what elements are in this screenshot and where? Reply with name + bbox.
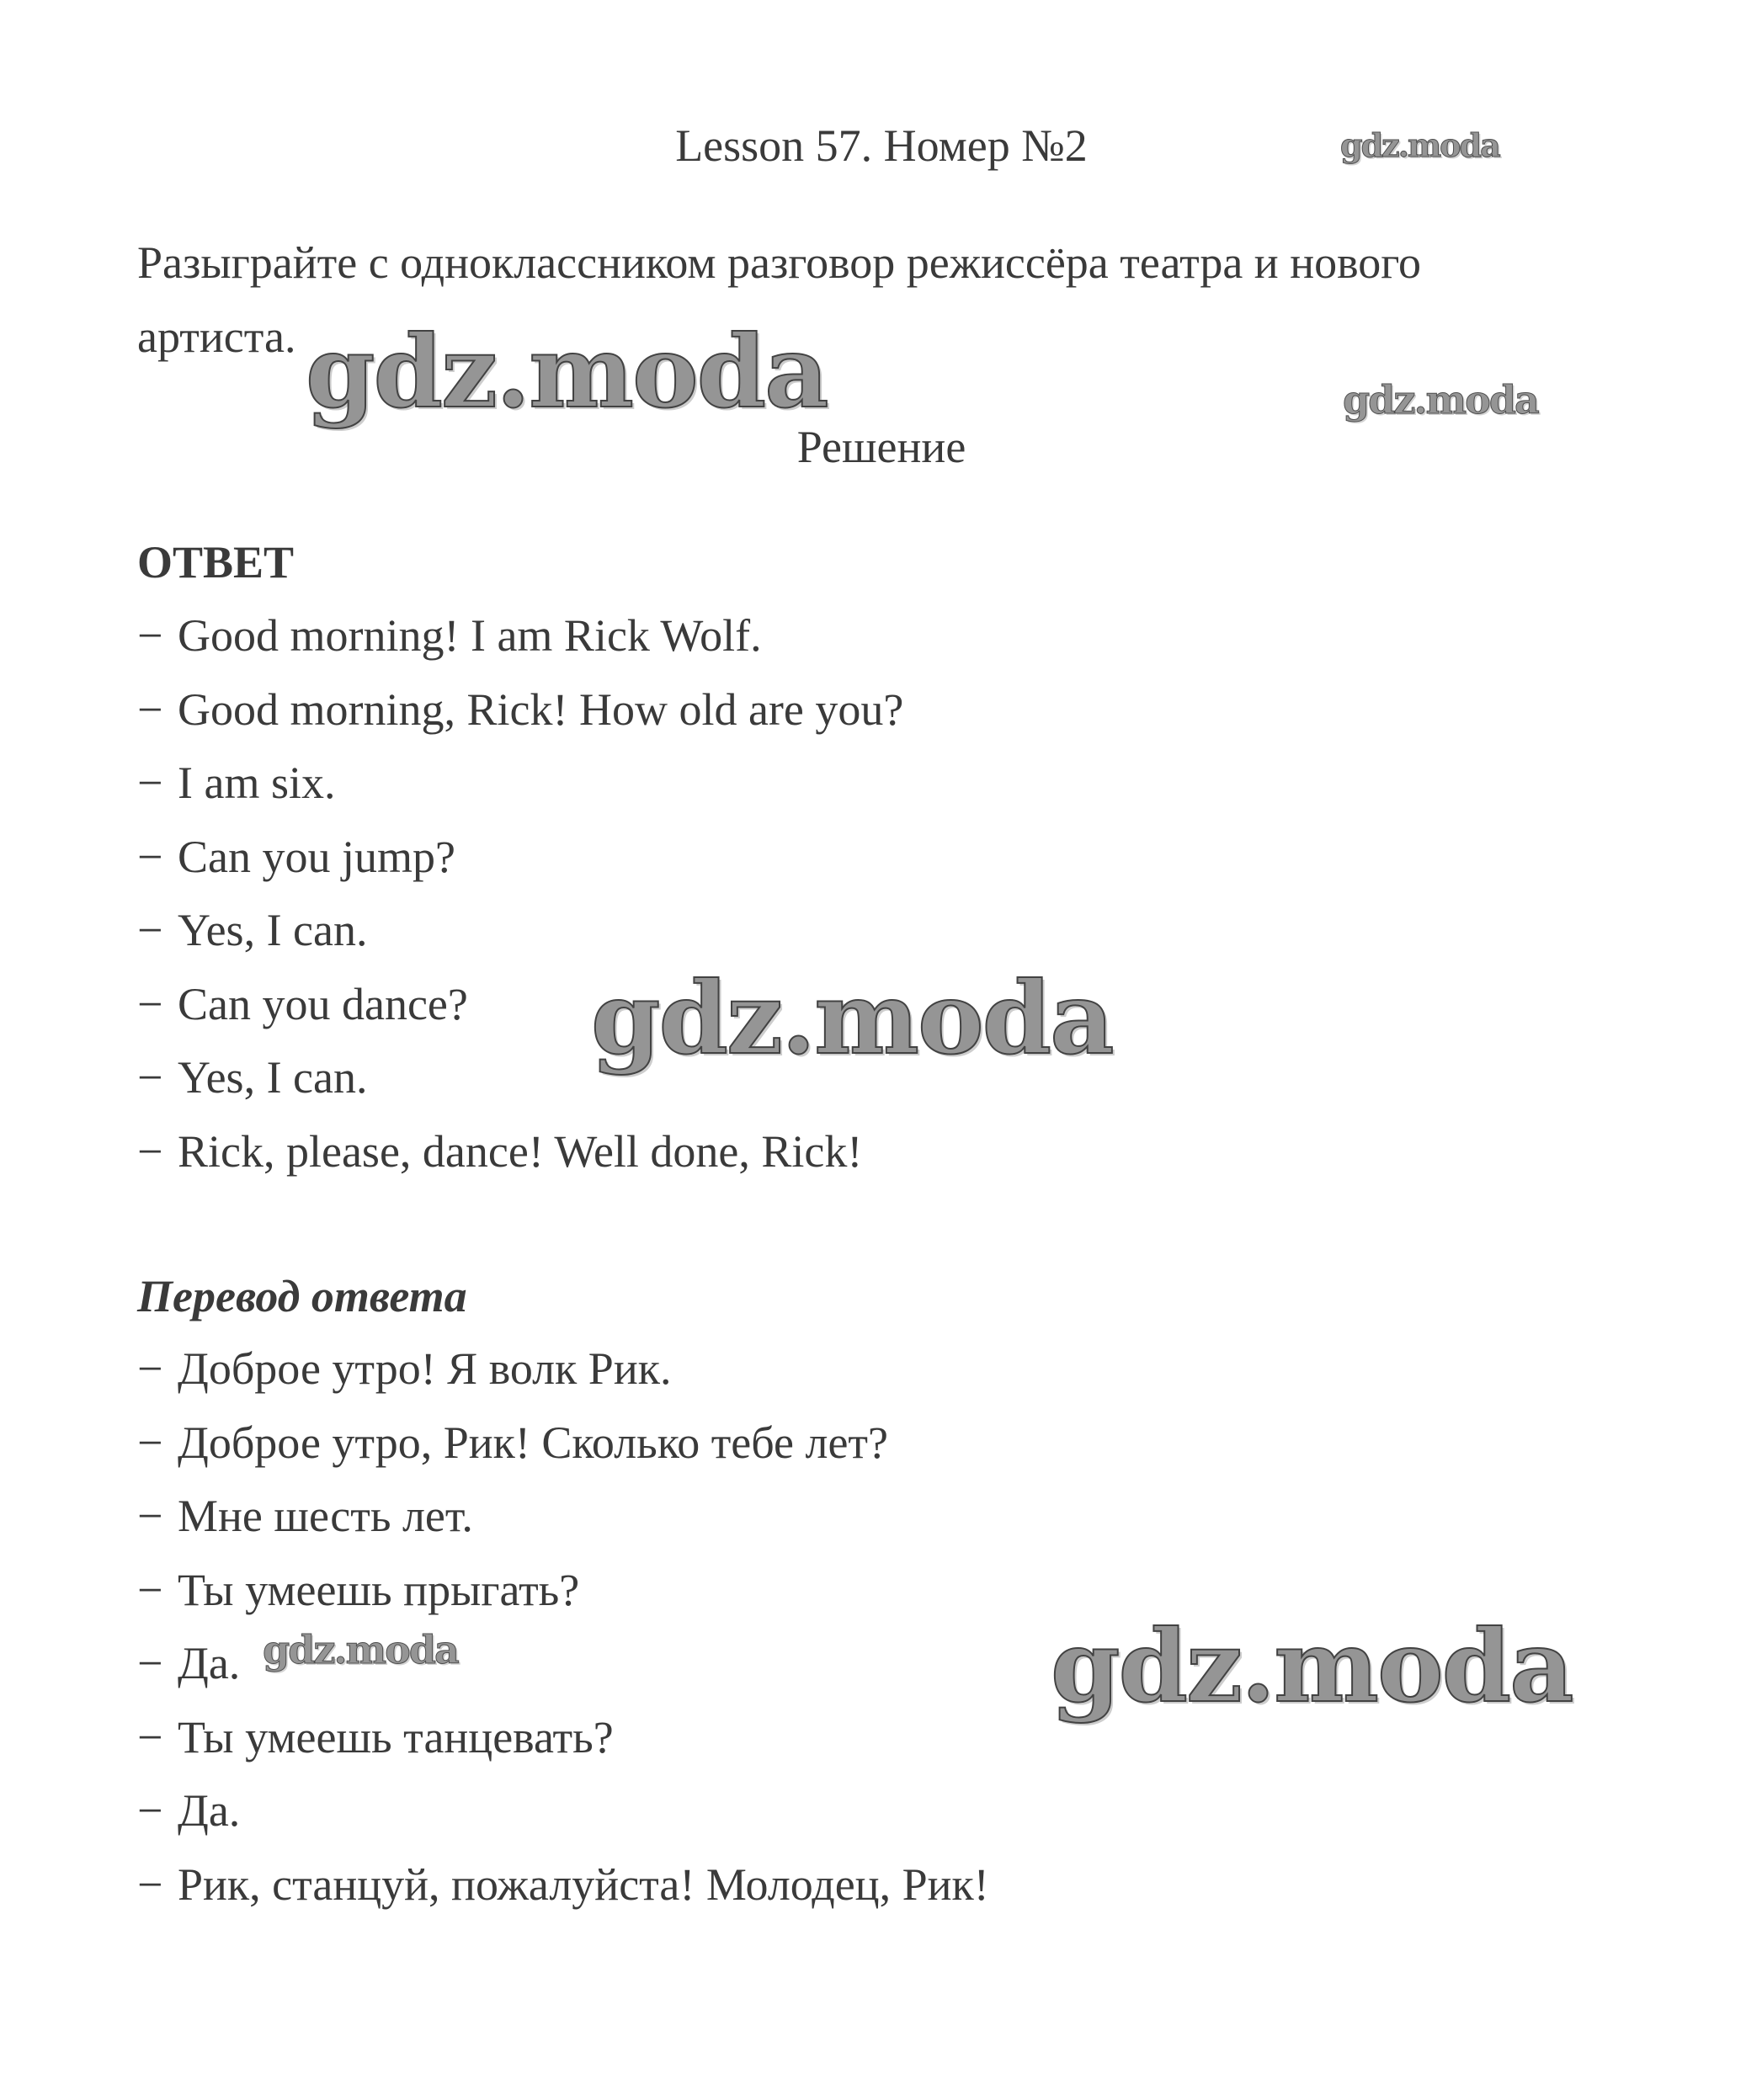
watermark: gdz.moda [263,1627,458,1672]
dialogue-line-text: Доброе утро! Я волк Рик. [178,1343,672,1394]
watermark: gdz.moda [1343,377,1538,423]
dialogue-line [137,1332,989,1406]
dialogue-line [137,599,903,673]
dash: − [137,831,163,882]
task-text: Разыграйте с одноклассником разговор режиссёра театра и нового артиста. [137,237,1422,362]
dialogue-line-text: Good morning! I am Rick Wolf. [178,610,762,661]
dialogue-english [137,599,903,1188]
dialogue-line [137,673,903,747]
dash: − [137,1711,163,1762]
dialogue-line [137,1115,903,1189]
dash: − [137,683,163,735]
watermark: gdz.moda [1340,126,1499,164]
dash: − [137,1858,163,1910]
dialogue-line [137,894,903,968]
page-title: Lesson 57. Номер №2 [675,120,1088,171]
dash: − [137,1125,163,1177]
watermark: gdz.moda [306,313,828,430]
dialogue-line-text: Can you jump? [178,831,455,882]
dialogue-line [137,747,903,821]
solution-label: Решение [796,422,966,472]
dash: − [137,1343,163,1394]
dialogue-line [137,1480,989,1554]
dialogue-line [137,821,903,895]
dialogue-line-text: I am six. [178,758,336,808]
translation-heading: Перевод ответа [137,1271,467,1321]
dialogue-line-text: Yes, I can. [178,1052,368,1103]
watermark: gdz.moda [1051,1608,1573,1725]
dialogue-line-text: Доброе утро, Рик! Сколько тебе лет? [178,1417,888,1468]
dialogue-line-text: Да. [178,1785,241,1836]
dialogue-line-text: Ты умеешь прыгать? [178,1564,580,1615]
dash: − [137,905,163,955]
dash: − [137,978,163,1029]
dialogue-line-text: Yes, I can. [178,905,368,955]
dialogue-line [137,1848,989,1922]
dialogue-line-text: Can you dance? [178,978,468,1029]
dialogue-line [137,1406,989,1481]
dash: − [137,610,163,661]
dialogue-line-text: Good morning, Rick! How old are you? [178,683,904,735]
dash: − [137,1564,163,1615]
dialogue-line [137,1554,989,1628]
dash: − [137,1785,163,1836]
dialogue-line-text: Rick, please, dance! Well done, Rick! [178,1125,863,1177]
dash: − [137,1491,163,1541]
dialogue-line-text: Мне шесть лет. [178,1491,473,1541]
dialogue-line-text: Да. [178,1638,241,1688]
dash: − [137,1638,163,1688]
dash: − [137,1052,163,1103]
dialogue-line [137,1774,989,1848]
dialogue-line-text: Ты умеешь танцевать? [178,1711,614,1762]
dialogue-line-text: Рик, станцуй, пожалуйста! Молодец, Рик! [178,1858,989,1910]
dialogue-line [137,1701,989,1775]
dash: − [137,1417,163,1468]
answer-heading: ОТВЕТ [137,537,295,587]
dash: − [137,758,163,808]
watermark: gdz.moda [591,960,1113,1077]
